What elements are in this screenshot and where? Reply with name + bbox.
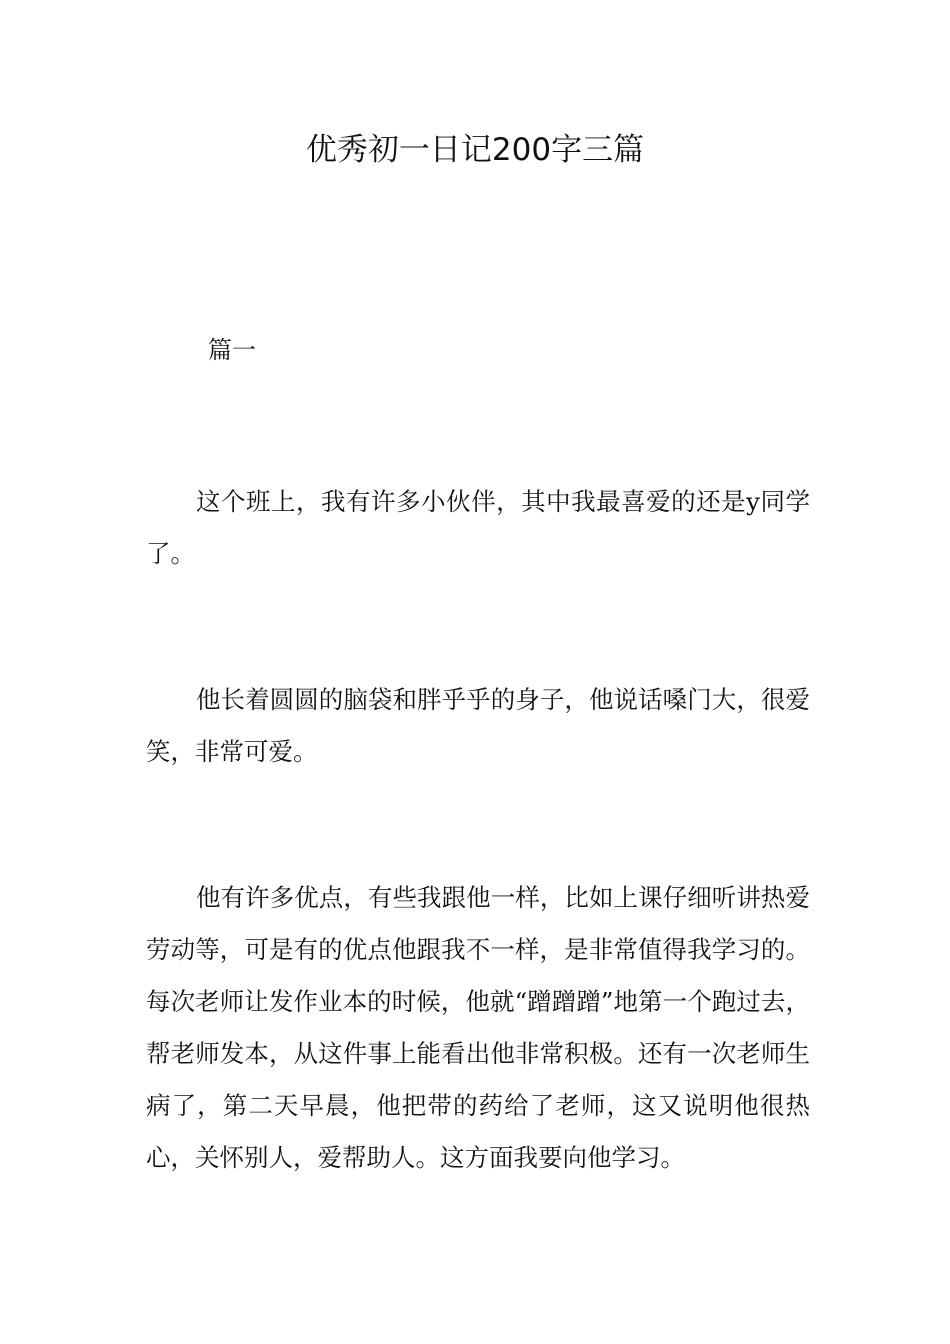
paragraph: 这个班上，我有许多小伙伴，其中我最喜爱的还是y同学了。 xyxy=(146,487,810,568)
paragraph: 他有许多优点，有些我跟他一样，比如上课仔细听讲热爱劳动等，可是有的优点他跟我不一样，是非常值得我学习的。每次老师让发作业本的时候，他就“蹭蹭蹭”地第一个跑过去，帮老师发本，从这件事上能看出他非常积极。还有一次老师生病了，第二天早晨，他把带的药给了老师，这又说明他很热心，关怀别人，爱帮助人。这方面我要向他学习。 xyxy=(146,883,810,1172)
paragraph: 他长着圆圆的脑袋和胖乎乎的身子，他说话嗓门大，很爱笑，非常可爱。 xyxy=(146,685,810,766)
document-title: 优秀初一日记200字三篇 xyxy=(305,132,645,168)
section-label: 篇一 xyxy=(208,336,256,364)
